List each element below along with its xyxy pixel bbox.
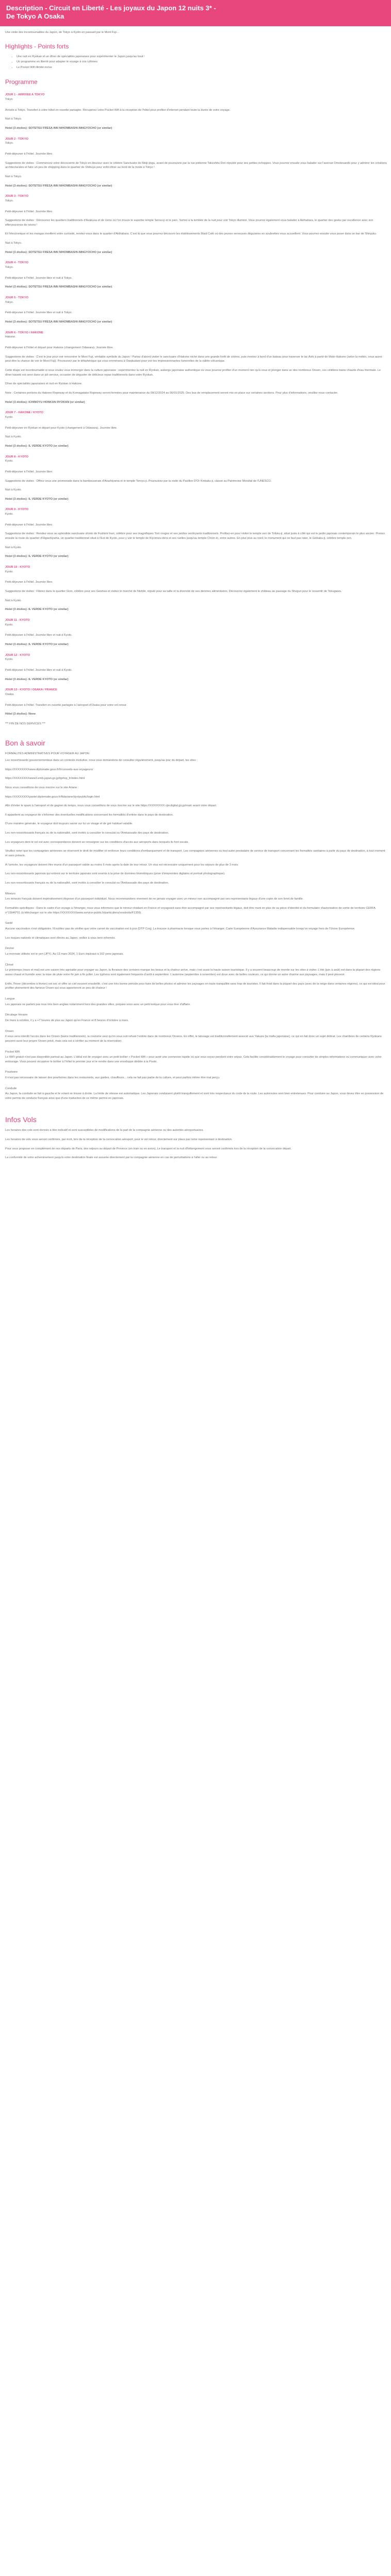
day-paragraph: Petit-déjeuner à l'hôtel. Journée libre et nuit à Kyoto.	[5, 634, 72, 637]
infos-vols-paragraph: La conformité de votre acheminement jusqu'à votre destination finale est assurée directement par la compagnie aérienne en cas de perturbations à l'aller ou au retour.	[5, 1156, 218, 1160]
day-title: JOUR 3 - TOKYO	[5, 195, 28, 198]
day-hotel: Hotel (3 étoiles): SOTETSU FRESA INN NIHOMBASHI-NINGYOCHO (or similar)	[5, 285, 112, 289]
day-block	[5, 194, 388, 255]
day-paragraph: Petit-déjeuner à l'hôtel. Journée libre.	[5, 470, 53, 473]
day-paragraph: Dîner de spécialités japonaises et nuit en Ryokan à Hakone.	[5, 382, 83, 386]
bon-savoir-paragraph: Nous vous conseillons de vous inscrire sur le site Ariane :	[5, 786, 79, 789]
bon-savoir-paragraph: Au Japon, la conduite se fait à gauche et le volant se trouve à droite. La limite de vitesse est automatique. Les Japonais conduisent plutôt tranquillement et sont très respectueux du code de la route. Les autoroutes sont bien entretenues. Pour conduire au Japon, vous devez être en possession de votre permis de conduire français ainsi que d'une traduction de ce même permis en japonais.	[5, 1092, 384, 1100]
day-paragraph: Nuit à Tokyo.	[5, 242, 22, 245]
bon-savoir-subtitle: Santé	[5, 922, 13, 925]
bon-savoir-subtitle: FORMALITÉS ADMINISTRATIVES POUR VOYAGER AU JAPON	[5, 752, 89, 756]
bon-savoir-subtitle: Pocket Wifi	[5, 1050, 20, 1054]
day-title: JOUR 4 - TOKYO	[5, 261, 28, 265]
infos-vols-paragraph: Les horaires de vols vous seront confirmés, par écrit, lors de la réception de la convocation aéroport, pour le vol retour, directement sur place par notre représentant à destination.	[5, 1138, 233, 1142]
day-hotel: Hotel (3 étoiles): SOTETSU FRESA INN NIHOMBASHI-NINGYOCHO (or similar)	[5, 250, 112, 254]
day-paragraph: Et l'électronique et les mangas éveillent votre curiosité, rendez-vous dans le quartier d'Akihabara. C'est là que vous pourrez découvrir les établissements Maid Café où des jeunes serveuses déguisées en soubrettes vous accueillent. Vous pourrez ensuite vous poser dans un bar de Shinjuku.	[5, 232, 377, 236]
day-place: Kyoto.	[5, 658, 13, 662]
day-place: Kyoto.	[5, 415, 13, 419]
day-title: JOUR 2 - TOKYO	[5, 137, 28, 141]
day-paragraph: Suggestions de visites : C'est le jour pour voir rencontrer le Mont Fuji, véritable symbole du Japon ! Partez d'abord visiter le sanctuaire d'Hakone niché dans une grande forêt de cèdres, puis montez à bord d'un bateau pour traverser le lac Ashi à partir de Moto-Hakone (selon la météo, vous aurez peut-être la chance de voir le Mont Fuji). Poursuivez par le téléphérique qui vous emmènera à Owakudani pour voir les impressionnantes fumerolles de la vallée volcanique.	[5, 355, 382, 363]
bon-savoir-paragraph: D'une manière générale, le voyageur doit toujours savoir sur lui un visage et de gré habituel valable.	[5, 822, 133, 826]
day-paragraph: Nuit à Kyoto.	[5, 435, 22, 439]
bon-savoir-paragraph: Aucune vaccination n'est obligatoire. N'oubliez pas de vérifier que votre carnet de vaccination est à jour (DTP Coq). La trousse à pharmacie lorsque vous partez à l'étranger. Carte Européenne d'Assurance Maladie indispensable lorsqu'on voyage hors de l'Union Européenne.	[5, 927, 355, 930]
day-paragraph: Arrivée à Tokyo. Transfert à votre hôtel en navette partagée. Récupérez votre Pocket Wifi à la réception de l'hôtel pour profiter d'internet pendant toute la durée de votre voyage.	[5, 108, 231, 112]
bon-savoir-paragraph: Il appartient au voyageur de s'informer des éventuelles modifications concernant les formalités d'entrée dans le pays de destination.	[5, 813, 174, 817]
day-title: JOUR 8 - KYOTO	[5, 455, 28, 459]
bon-savoir-paragraph: De mars à octobre, il y a +7 heures de plus au Japon qu'en France et 8 heures d'octobre à mars.	[5, 1019, 129, 1022]
day-hotel: Hotel (3 étoiles): IL VERDE KYOTO (or similar)	[5, 555, 69, 558]
day-title: JOUR 12 - KYOTO	[5, 653, 30, 657]
day-title: JOUR 5 - TOKYO	[5, 296, 28, 300]
infos-vols-paragraph: Les horaires des vols sont donnés à titre indicatif et sont susceptibles de modifications de la part de la compagnie aérienne ou des autorités aéroportuaires.	[5, 1129, 204, 1132]
bon-savoir-subtitle: Devise	[5, 947, 14, 951]
day-hotel: Hotel (3 étoiles): IL VERDE KYOTO (or similar)	[5, 444, 69, 448]
bon-savoir-paragraph: Les risques naturels et climatiques sont élevés au Japon, veillez à vous tenir informés.	[5, 936, 116, 940]
bon-savoir-subtitle: Langue	[5, 997, 15, 1001]
title-line-2: De Tokyo A Osaka	[6, 12, 64, 21]
bon-savoir-paragraph: Les non-ressortissants français ou de la nationalité, sont invités à consulter le consulat ou l'Ambassade des pays de destination.	[5, 882, 169, 885]
day-title: JOUR 9 - KYOTO	[5, 508, 28, 512]
day-place: Osaka.	[5, 692, 14, 696]
bon-savoir-paragraph: Les voyageurs dont le vol est avec correspondance doivent se renseigner sur les conditions d'accès aux aéroports dans lesquels ils font escale.	[5, 840, 189, 844]
bon-savoir-paragraph: https://XXXXXXXXwww3.emb-japan.go.jp/itprtop_fr/index.html	[5, 777, 85, 781]
programme-days	[5, 93, 388, 717]
day-hotel: Hotel (3 étoiles): SOTETSU FRESA INN NIHOMBASHI-NINGYOCHO (or similar)	[5, 184, 112, 188]
day-title: JOUR 11 - KYOTO	[5, 619, 30, 622]
day-hotel: Hôtel (3 étoiles): None	[5, 713, 36, 716]
bon-savoir-paragraph: Les non-ressortissants français ou de la nationalité, sont invités à consulter le consulat ou l'Ambassade des pays de destination.	[5, 832, 169, 835]
highlights-list	[5, 55, 388, 70]
page-title	[0, 0, 391, 26]
day-paragraph: Petit-déjeuner à l'hôtel. Transfert en navette partagée à l'aéroport d'Osaka pour votre vol retour.	[5, 703, 127, 707]
day-paragraph: Petit-déjeuner à l'hôtel. Journée libre et nuit à Tokyo.	[5, 311, 73, 315]
highlight-item: • Un programme en liberté pour adapter le voyage à vos rythmes	[17, 60, 388, 64]
bon-savoir-subtitle: Onsen	[5, 1029, 14, 1033]
day-hotel: Hotel (3 étoiles): IL VERDE KYOTO (or similar)	[5, 497, 69, 501]
bon-savoir-paragraph: Afin d'éviter le spam à l'aéroport et de gagner du temps, nous vous conseillons de vous inscrire sur le site https://XXXXXXXX.vjw.digital.go.jp/main avant votre départ.	[5, 804, 217, 808]
highlight-item: • Le Pocket Wifi illimité inclus	[17, 65, 388, 70]
day-place: Tokyo.	[5, 266, 14, 269]
bon-savoir-section	[5, 752, 388, 1101]
day-title: JOUR 7 - HAKONE / KYOTO	[5, 411, 43, 415]
day-hotel: Hotel (3 étoiles): ICHINOYU HONKAN RYOKAN (or similar)	[5, 400, 85, 404]
day-paragraph: Nuit à Kyoto.	[5, 488, 22, 492]
day-paragraph: Suggestions de visites : Rendez-vous au splendide sanctuaire shinto de Fushimi Inari, célèbre pour ses magnifiques Torii rouges et ses jardins verdoyants traditionnels. Profitez-en pour visiter le temple zen de Tofuku-ji, situé juste à côté qui est le jardin japonais contemporain le plus ancien. Prenez ensuite la route du quartier d'Higashiyama, un quartier traditionnel situé à l'Est de Kyoto, pour y voir le temple de Kiyomizu-dera et ses ruelles jusqu'au temple Chion-in, entre autres. En plus plus au nord, le monument qui ne faut pas rater, le Ginkaku-ji, célèbre temple zen.	[5, 532, 385, 540]
bon-savoir-subtitle: Conduite	[5, 1087, 17, 1090]
day-place: Tokyo	[5, 97, 13, 101]
bon-savoir-paragraph: Les mineurs français doivent impérativement disposer d'un passeport individuel. Nous recommandons vivement de ne jamais voyager avec un mineur non accompagné par ses représentants légaux d'une copie de son livret de famille.	[5, 897, 304, 901]
bon-savoir-paragraph: Il vous sera interdit l'accès dans les Onsen (bains traditionnels), la coutume veut qu'on vous soit refusé l'entrée dans de nombreux Onsens. En effet, le tatouage est traditionnellement associé aux Yakuza (la mafia japonaise), ce qui en fait donc un sujet délicat. Les chambres de certains Ryokans peuvent avoir leur propre Onsen privé, mais cela est à vérifier au moment de la réservation.	[5, 1035, 382, 1043]
day-place: Tokyo.	[5, 199, 14, 202]
day-paragraph: Petit-déjeuner à l'hôtel. Journée libre.	[5, 581, 53, 584]
day-paragraph: Note : Certaines portions du Hakone Ropeway et du Komagatake Ropeway seront fermées pour maintenance du 09/12/2024 au 06/01/2025. Des bus de remplacement seront mis en place sur certaines sections. Pour plus d'informations, veuillez nous contacter.	[5, 391, 338, 395]
day-block	[5, 455, 388, 502]
day-block	[5, 137, 388, 189]
highlights-heading: Highlights - Points forts	[5, 43, 69, 50]
day-block	[5, 411, 388, 448]
day-paragraph: Petit-déjeuner à l'hôtel. Journée libre et nuit à Kyoto.	[5, 668, 72, 672]
day-paragraph: Nuit à Kyoto.	[5, 546, 22, 549]
bon-savoir-paragraph: Les japonais ne parlent pas tous très bien anglais notamment hors des grandes villes, prépare-vous avec un petit lexique pour vous tirer d'affaire.	[5, 1003, 191, 1006]
programme-heading: Programme	[5, 78, 38, 86]
bon-savoir-subtitle: Décalage Horaire	[5, 1013, 28, 1017]
day-place: Kyoto.	[5, 623, 13, 626]
bon-savoir-paragraph: Il n'est pas nécessaire de laisser des pourboires dans les restaurants, aux guides, chauffeurs... cela ne fait pas partie de la culture, et peut parfois même être mal perçu.	[5, 1076, 220, 1080]
day-paragraph: Nuit à Tokyo.	[5, 117, 22, 121]
day-block	[5, 331, 388, 405]
day-hotel: Hotel (3 étoiles): IL VERDE KYOTO (or similar)	[5, 608, 69, 612]
day-paragraph: Suggestions de visites : Offrez-vous une promenade dans la bambouseraie d'Arashiyama et le temple Tenryu-ji. Poursuivez par la visite du Pavillon D'Or Kinkaku-ji, classé au Patrimoine Mondial de l'UNESCO.	[5, 479, 272, 483]
infos-vols-section	[5, 1128, 388, 1160]
day-paragraph: Petit-déjeuner à l'hôtel. Journée libre.	[5, 210, 53, 213]
bon-savoir-paragraph: Le WiFi gratuit n'est pas disponible partout au Japon. L'idéal est de voyager avec un petit boîtier « Pocket Wifi » pour avoir une connexion rapide où que vous soyez pendant votre séjour. Cela facilite considérablement le voyage pour consulter de simples informations ou communiquer avec votre entourage. Vous pouvez récupérer le boîtier à l'hôtel le premier jour et le rendre dans une enveloppe dédiée à la Poste.	[5, 1056, 382, 1063]
day-paragraph: Suggestions de visites : Flânez dans le quartier Gion, célèbre pour ses Geishas et visitez le marché de Nishiki, réputé pour sa taille et la diversité de ses denrées alimentaires. Découvrez également le château au passage du Shogun pour le ressentir de Tokugawa.	[5, 590, 342, 594]
day-place: Tokyo.	[5, 300, 14, 304]
infos-vols-paragraph: Pour vous proposer en complément de nos départs de Paris, des séjours au départ de Province (en train ou en avion). Le transport et la nuit d'hébergement vous seront confirmés lors de la réception de la convocation départ.	[5, 1147, 292, 1150]
day-block	[5, 565, 388, 612]
bon-savoir-paragraph: Veuillez noter que les compagnies aériennes se réservent le droit de modifier et renforcer leurs conditions d'embarquement et de transport. Les compagnies aériennes ou tout autre prestataire de service de transport concernant les formalités sanitaires à partir du pays de destination, à tout moment et sans préavis.	[5, 850, 385, 858]
bon-savoir-paragraph: https://XXXXXXXXpastel.diplomatie.gouv.fr/fildariane/dyn/public/login.html	[5, 795, 100, 799]
bon-savoir-paragraph: Formalités spécifiques : Dans le cadre d'un voyage à l'étranger, nous vous informons que le mineur résidant en France et voyageant sans être accompagné par ses représentants légaux, doit être muni en plus de sa pièce d'identité et du formulaire d'autorisation de sortie de territoire CERFA n°15646*01 (à télécharger sur le site https://XXXXXXXXwww.service-public.fr/particuliers/vosdroits/F1359).	[5, 907, 376, 914]
bon-savoir-paragraph: Le printemps (mars et mai) est une saison très agréable pour voyager au Japon, la floraison des cerisiers marque les beaux et la chaleur arrive, mais c'est aussi la haute saison touristique. Il y a souvent beaucoup de monde sur les sites à visiter. L'été (juin à août) est dans la plupart des régions assez chaud et humide avec la mise de pluie entre fin juin à fin juillet. Les typhons sont également fréquents d'août à septembre. L'automne (septembre à novembre) est doux avec de belles couleurs, ce qui donne un autre charme aux paysages, mais il peut pleuvoir.	[5, 969, 381, 976]
day-title: JOUR 13 - KYOTO / OSAKA / FRANCE	[5, 688, 57, 692]
day-place: Hakone.	[5, 335, 16, 339]
day-hotel: Hotel (3 étoiles): IL VERDE KYOTO (or similar)	[5, 642, 69, 646]
day-place: Kyoto.	[5, 513, 13, 516]
day-block	[5, 653, 388, 682]
day-paragraph: Nuit à Tokyo.	[5, 175, 22, 178]
intro-text: Une visite des incontournables du Japon, de Tokyo à Kyoto en passant par le Mont Fuji…	[5, 30, 120, 34]
title-line-1: Description - Circuit en Liberté - Les joyaux du Japon 12 nuits 3* -	[6, 4, 216, 12]
bon-savoir-paragraph: La monnaie utilisée est le yen (JPY). Au 13 mars 2024, 1 Euro équivaut à 162 yens japonais.	[5, 952, 124, 956]
day-title: JOUR 10 - KYOTO	[5, 566, 30, 569]
bon-savoir-subtitle: Climat	[5, 963, 13, 967]
day-paragraph: Petit-déjeuner à l'hôtel. Journée libre.	[5, 152, 53, 156]
day-hotel: Hotel (3 étoiles): SOTETSU FRESA INN NIHOMBASHI-NINGYOCHO (or similar)	[5, 320, 112, 324]
day-place: Kyoto.	[5, 570, 13, 573]
day-block	[5, 296, 388, 325]
document-body	[0, 30, 391, 1174]
day-hotel: Hotel (3 étoiles): IL VERDE KYOTO (or similar)	[5, 677, 69, 681]
day-title: JOUR 6 - TOKYO / HAKONE	[5, 331, 43, 334]
highlight-item: • Une nuit en Ryokan et un dîner de spécialités japonaises pour expérimenter le Japon jusqu'au bout !	[17, 55, 388, 59]
bon-savoir-paragraph: Enfin, l'hiver (décembre à février) est sec et offre un ciel souvent ensoleillé, c'est une très bonne période pour faire de belles photos et admirer les paysages en toute tranquillité sans trop de touristes. Il fait froid dans la plupart des pays (avec de la neige dans certaines régions), ce qui est idéal pour profiter pleinement des fameux Onsen qui vous apporteront un peu de chaleur !	[5, 982, 385, 990]
day-paragraph: Petit-déjeuner en Ryokan et départ pour Kyoto (changement à Odawara). Journée libre.	[5, 426, 118, 430]
day-block	[5, 618, 388, 647]
day-paragraph: Petit-déjeuner à l'hôtel. Journée libre et nuit à Tokyo.	[5, 276, 73, 280]
day-paragraph: Suggestions de visites : Commencez votre découverte de Tokyo en douceur avec le célèbre Sanctuaire de Meiji-jingu, avant de poursuivre par la rue piétonne Takeshita Dori réputée pour ses petites échoppes. Vous pourrez ensuite vous balader sur l'avenue Omotesando pour y admirer les créations architecturales et faire un peu de shopping dans le quartier de Shibuya pour enfin dîner au bord de la mode à Tokyo !	[5, 161, 387, 170]
day-hotel: Hotel (3 étoiles): SOTETSU FRESA INN NIHOMBASHI-NINGYOCHO (or similar)	[5, 126, 112, 130]
day-paragraph: Petit-déjeuner à l'hôtel et départ pour Hakone (changement Odawara). Journée libre.	[5, 346, 114, 349]
bon-savoir-paragraph: À l'arrivée, les voyageurs doivent être munis d'un passeport valide au moins 6 mois après la date de leur retour. Un visa est nécessaire uniquement pour les séjours de plus de 3 mois.	[5, 863, 239, 867]
day-paragraph: Cette étape est incontournable si vous voulez vous immerger dans la culture japonaise : expérimentez la nuit en Ryokan, auberge japonaise authentique où vous pourrez profiter d'un moment rien qu'à vous et plonger dans un des nombreux Onsen, ces célèbres bains chauds d'eau thermale. Le dîner kaiseki est servi dans un joli service, occasion de déguster de délicieux repas traditionnels dans votre Ryokan.	[5, 368, 381, 377]
day-place: Tokyo.	[5, 142, 14, 145]
bon-savoir-paragraph: Les ressortissants gouvernementaux dans un contexte évolutive, nous vous demandons de consulter régulièrement, jusqu'au jour du départ, les sites :	[5, 758, 198, 762]
day-paragraph: Nuit à Kyoto.	[5, 599, 22, 602]
day-paragraph: Suggestions de visites : Découvrez les quartiers traditionnels d'Asakusa et de Ueno où l'on trouve le superbe temple Senso-ji et le parc. Sortez à la tombée de la nuit pour voir Tokyo illuminé. Vous pourrez également vous balader à Akihabara, le quartier des geeks par excellence avec son effervescence de néons !	[5, 219, 373, 227]
bon-savoir-subtitle: Mineurs	[5, 892, 15, 895]
bon-savoir-paragraph: https://XXXXXXXXwww.diplomatie.gouv.fr/fr/conseils-aux-voyageurs/	[5, 768, 93, 771]
bon-savoir-paragraph: Les non-ressortissants japonais qui entrent sur le territoire japonais sont soumis à la prise de données biométriques (prise d'empreintes digitales et portrait photographique).	[5, 872, 225, 876]
end-of-services: *** FIN DE NOS SERVICES ***	[5, 722, 45, 725]
bon-savoir-subtitle: Pourboire	[5, 1071, 18, 1074]
day-title: JOUR 1 - ARRIVEE A TOKYO	[5, 93, 45, 97]
day-block	[5, 507, 388, 559]
day-block	[5, 261, 388, 290]
bon-savoir-heading: Bon à savoir	[5, 738, 45, 747]
day-place: Kyoto.	[5, 460, 13, 463]
infos-vols-heading: Infos Vols	[5, 1115, 37, 1124]
day-block	[5, 93, 388, 130]
day-paragraph: Petit-déjeuner à l'hôtel. Journée libre.	[5, 523, 53, 527]
day-block	[5, 688, 388, 717]
